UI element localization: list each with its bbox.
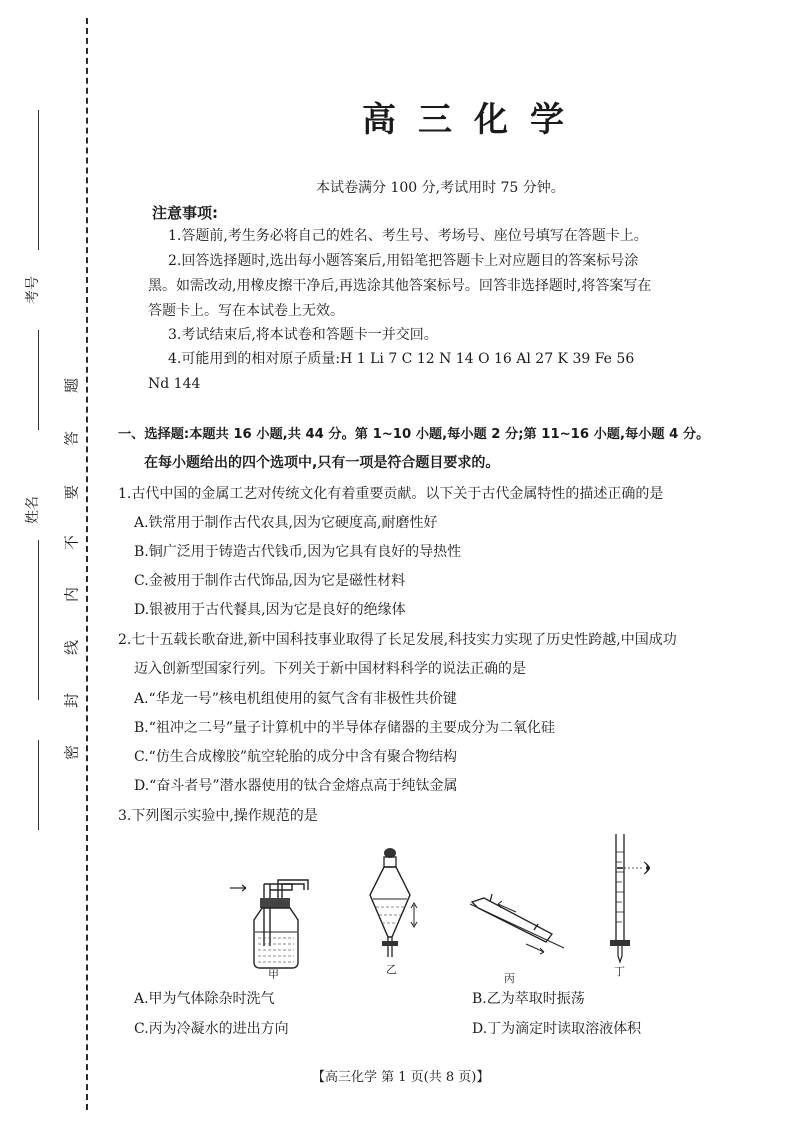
gas-washing-bottle-figure — [226, 870, 316, 980]
name-label: 姓名 — [25, 496, 41, 524]
figure-label-bing: 丙 — [504, 972, 515, 985]
option: D.银被用于古代餐具,因为它是良好的绝缘体 — [134, 602, 406, 618]
exam-no-line-lower — [38, 330, 39, 430]
figure-label-jia: 甲 — [268, 968, 279, 980]
seal-char: 内 — [62, 587, 81, 603]
option: A.“华龙一号”核电机组使用的氦气含有非极性共价键 — [134, 691, 457, 707]
seal-char: 题 — [62, 378, 81, 394]
notice-item: 1.答题前,考生务必将自己的姓名、考生号、考场号、座位号填写在答题卡上。 — [168, 228, 648, 244]
seal-char: 封 — [62, 693, 81, 709]
seal-char: 不 — [62, 535, 81, 551]
exam-no-line — [38, 110, 39, 250]
option: C.“仿生合成橡胶”航空轮胎的成分中含有聚合物结构 — [134, 749, 457, 765]
option: C.金被用于制作古代饰品,因为它是磁性材料 — [134, 573, 406, 589]
seal-char: 线 — [62, 640, 81, 656]
exam-no-label: 考号 — [25, 276, 41, 304]
question-stem: 3.下列图示实验中,操作规范的是 — [118, 808, 318, 824]
seal-dashed-line — [86, 18, 88, 1110]
condenser-figure — [468, 890, 568, 985]
seal-char: 密 — [62, 745, 81, 761]
option: D.丁为滴定时读取溶液体积 — [472, 1021, 642, 1037]
notice-item: 2.回答选择题时,选出每小题答案后,用铅笔把答题卡上对应题目的答案标号涂 — [168, 253, 639, 269]
question-stem: 1.古代中国的金属工艺对传统文化有着重要贡献。以下关于古代金属特性的描述正确的是 — [118, 486, 664, 502]
exam-info: 本试卷满分 100 分,考试用时 75 分钟。 — [316, 180, 565, 196]
name-line-lower — [38, 740, 39, 830]
seal-char: 要 — [62, 485, 81, 501]
option: B.乙为萃取时振荡 — [472, 991, 585, 1007]
notice-item: 4.可能用到的相对原子质量:H 1 Li 7 C 12 N 14 O 16 Al 27 K 39 Fe 56 — [168, 351, 635, 367]
figure-label-ding: 丁 — [614, 965, 625, 978]
page-footer: 【高三化学 第 1 页(共 8 页)】 — [312, 1070, 490, 1085]
binding-margin — [0, 0, 100, 1123]
name-line — [38, 540, 39, 700]
question-stem-cont: 迈入创新型国家行列。下列关于新中国材料科学的说法正确的是 — [134, 661, 526, 677]
separatory-funnel-figure — [366, 845, 426, 975]
question-stem: 2.七十五载长歌奋进,新中国科技事业取得了长足发展,科技实力实现了历史性跨越,中国成功 — [118, 632, 677, 648]
seal-char: 答 — [62, 431, 81, 447]
notice-item: Nd 144 — [148, 376, 201, 392]
page-title: 高三化学 — [362, 100, 586, 140]
section-subheading: 在每小题给出的四个选项中,只有一项是符合题目要求的。 — [144, 455, 500, 471]
option: C.丙为冷凝水的进出方向 — [134, 1021, 289, 1037]
option: A.甲为气体除杂时洗气 — [134, 991, 275, 1007]
notice-item: 3.考试结束后,将本试卷和答题卡一并交回。 — [168, 327, 438, 343]
option: A.铁常用于制作古代农具,因为它硬度高,耐磨性好 — [134, 515, 438, 531]
figure-label-yi: 乙 — [386, 963, 397, 975]
notice-item: 黑。如需改动,用橡皮擦干净后,再选涂其他答案标号。回答非选择题时,将答案写在 — [148, 278, 652, 294]
option: B.“祖冲之二号”量子计算机中的半导体存储器的主要成分为二氧化硅 — [134, 720, 556, 736]
section-heading: 一、选择题:本题共 16 小题,共 44 分。第 1~10 小题,每小题 2 分;第 11~16 小题,每小题 4 分。 — [118, 427, 710, 442]
notice-heading: 注意事项: — [152, 204, 218, 222]
option: B.铜广泛用于铸造古代钱币,因为它具有良好的导热性 — [134, 544, 462, 560]
option: D.“奋斗者号”潜水器使用的钛合金熔点高于纯钛金属 — [134, 778, 458, 794]
burette-figure — [600, 832, 670, 978]
notice-item: 答题卡上。写在本试卷上无效。 — [148, 303, 344, 319]
